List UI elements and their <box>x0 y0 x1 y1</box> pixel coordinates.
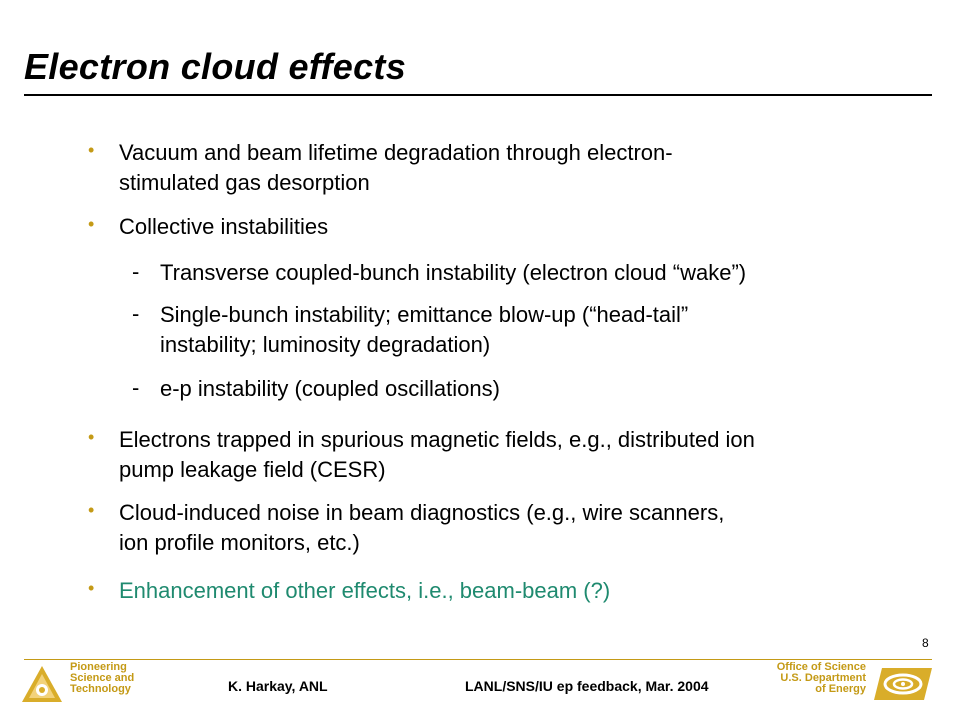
bullet-line: Collective instabilities <box>119 214 329 239</box>
bullet-icon: • <box>88 578 95 598</box>
sub-bullet-line: instability; luminosity degradation) <box>160 332 491 357</box>
footer-org-line: of Energy <box>815 683 866 695</box>
bullet-icon: • <box>88 427 95 447</box>
bullet-text <box>119 212 849 242</box>
footer-author: K. Harkay, ANL <box>228 678 328 694</box>
bullet-line: ion profile monitors, etc.) <box>119 530 360 555</box>
bullet-icon: • <box>88 140 95 160</box>
bullet-line: Vacuum and beam lifetime degradation through electron- <box>119 140 673 165</box>
argonne-logo-icon <box>20 664 64 704</box>
footer-divider <box>24 659 932 660</box>
page-number: 8 <box>922 636 929 650</box>
bullet-line: Enhancement of other effects, i.e., beam-beam (?) <box>119 578 611 603</box>
bullet-icon: • <box>88 500 95 520</box>
sub-bullet-text <box>160 374 860 404</box>
title-divider <box>24 94 932 96</box>
footer-left-org <box>70 662 134 695</box>
doe-logo-icon <box>872 664 934 704</box>
slide-title: Electron cloud effects <box>24 46 407 87</box>
footer-org-line: Office of Science <box>776 661 866 673</box>
sub-bullet-dash: - <box>132 375 140 400</box>
bullet-text <box>119 138 849 198</box>
footer-org-line: U.S. Department <box>780 672 866 684</box>
bullet-text-highlighted <box>119 576 849 606</box>
footer-event: LANL/SNS/IU ep feedback, Mar. 2004 <box>465 678 709 694</box>
footer-right-org <box>777 662 866 695</box>
sub-bullet-line: Transverse coupled-bunch instability (electron cloud “wake”) <box>160 260 747 285</box>
footer-org-line: Science and <box>70 672 135 684</box>
bullet-text <box>119 425 849 485</box>
bullet-line: stimulated gas desorption <box>119 170 370 195</box>
bullet-text <box>119 498 849 558</box>
sub-bullet-dash: - <box>132 259 140 284</box>
footer-org-line: Pioneering <box>70 661 127 673</box>
sub-bullet-line: e-p instability (coupled oscillations) <box>160 376 500 401</box>
sub-bullet-text <box>160 258 860 288</box>
bullet-icon: • <box>88 214 95 234</box>
bullet-line: pump leakage field (CESR) <box>119 457 386 482</box>
footer-org-line: Technology <box>70 683 131 695</box>
bullet-line: Cloud-induced noise in beam diagnostics (e.g., wire scanners, <box>119 500 725 525</box>
sub-bullet-text <box>160 300 860 360</box>
sub-bullet-line: Single-bunch instability; emittance blow-up (“head-tail” <box>160 302 689 327</box>
sub-bullet-dash: - <box>132 301 140 326</box>
bullet-line: Electrons trapped in spurious magnetic fields, e.g., distributed ion <box>119 427 755 452</box>
